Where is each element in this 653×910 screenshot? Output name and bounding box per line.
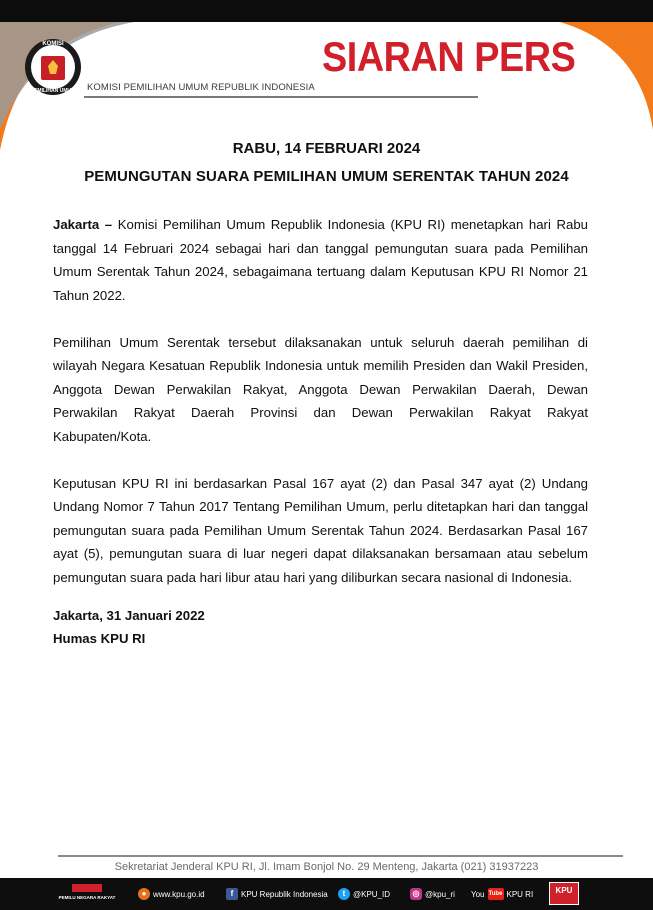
logo-text-top: KOMISI	[42, 41, 64, 47]
paragraph-1-text: Komisi Pemilihan Umum Republik Indonesia (KPU RI) menetapkan hari Rabu tanggal 14 Februari 2024 sebagai hari dan tanggal pemungutan suara pada Pemilihan Umum Serentak Tahun 2024, sebagaimana tertuang dalam Keputusan KPU RI Nomor 21 Tahun 2022.	[53, 217, 588, 303]
footer-twitter[interactable]	[338, 888, 390, 900]
org-name: KOMISI PEMILIHAN UMUM REPUBLIK INDONESIA	[87, 82, 315, 93]
kpu-logo	[24, 34, 82, 100]
twitter-label: @KPU_ID	[353, 889, 391, 899]
signature-block	[53, 604, 205, 650]
logo-text-bottom: PEMILIHAN UMUM	[30, 88, 76, 94]
youtube-icon: Tube	[488, 888, 504, 900]
paragraph-3: Keputusan KPU RI ini berdasarkan Pasal 167 ayat (2) dan Pasal 347 ayat (2) Undang Undang Nomor 7 Tahun 2017 Tentang Pemilihan Umum, perlu ditetapkan hari dan tanggal pemungutan suara pada Pemilihan Umum Serentak Tahun 2024. Berdasarkan Pasal 167 ayat (5), pemungutan suara di luar negeri dapat dilaksanakan bersamaan atau sebelum pemungutan suara pada hari libur atau hari yang diliburkan secara nasional di Indonesia.	[53, 475, 588, 585]
website-label: www.kpu.go.id	[153, 889, 205, 899]
release-body	[53, 213, 588, 613]
footer-youtube[interactable]	[471, 888, 533, 900]
signature-author: Humas KPU RI	[53, 631, 146, 646]
release-date: RABU, 14 FEBRUARI 2024	[232, 140, 421, 157]
instagram-icon: ◎	[410, 888, 422, 900]
youtube-label: KPU RI	[506, 889, 534, 899]
org-underline	[84, 96, 478, 98]
pemilu-logo-text: PEMILU NEGARA RAKYAT	[58, 895, 116, 900]
signature-place-date: Jakarta, 31 Januari 2022	[53, 608, 205, 623]
footer-website[interactable]	[138, 888, 205, 900]
footer-facebook[interactable]	[226, 888, 328, 900]
paragraph-1	[53, 213, 588, 307]
release-headline: PEMUNGUTAN SUARA PEMILIHAN UMUM SERENTAK TAHUN 2024	[84, 168, 569, 185]
paragraph-2: Pemilihan Umum Serentak tersebut dilaksanakan untuk seluruh daerah pemilihan di wilayah Negara Kesatuan Republik Indonesia untuk memilih Presiden dan Wakil Presiden, Anggota Dewan Perwakilan Rakyat, Anggota Dewan Perwakilan Daerah, Dewan Perwakilan Rakyat Daerah Provinsi dan Dewan Perwakilan Rakyat Rakyat Kabupaten/Kota.	[53, 334, 588, 444]
facebook-label: KPU Republik Indonesia	[241, 889, 328, 899]
pemilu-logo	[58, 883, 116, 905]
doc-type-title: SIARAN PERS	[322, 33, 576, 80]
dateline: Jakarta –	[53, 217, 113, 232]
footer-bar	[0, 878, 653, 910]
instagram-label: @kpu_ri	[425, 889, 455, 899]
footer-instagram[interactable]	[410, 888, 455, 900]
twitter-icon: t	[338, 888, 350, 900]
youtube-prefix: You	[471, 889, 485, 899]
kpu-melayani-logo: KPU	[549, 882, 579, 905]
footer-address: Sekretariat Jenderal KPU RI, Jl. Imam Bonjol No. 29 Menteng, Jakarta (021) 31937223	[114, 861, 539, 873]
facebook-icon: f	[226, 888, 238, 900]
footer-divider	[58, 855, 623, 857]
globe-icon: ●	[138, 888, 150, 900]
